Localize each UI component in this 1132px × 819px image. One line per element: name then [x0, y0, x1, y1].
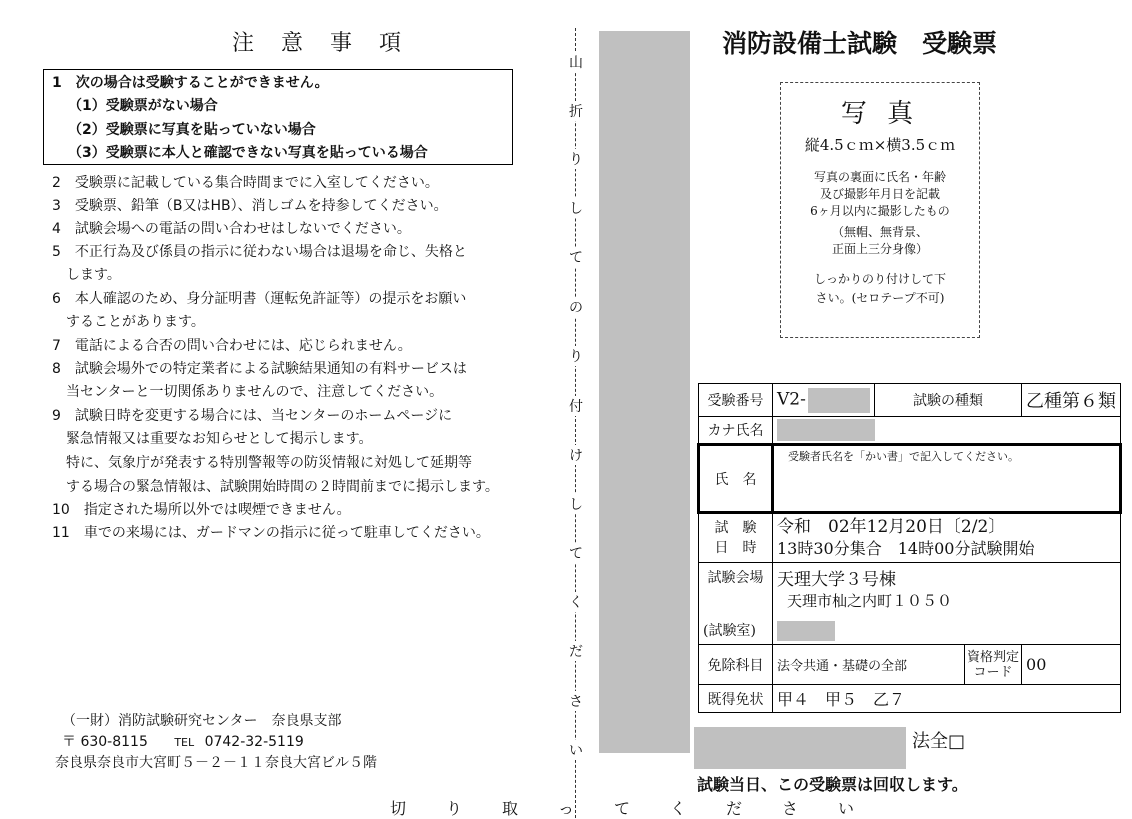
name-field[interactable] [773, 445, 1121, 513]
photo-back-line: 6ヶ月以内に撮影したもの [810, 204, 950, 218]
note-item-1: 1 次の場合は受験することができません。 [52, 75, 329, 91]
photo-back-line: 及び撮影年月日を記載 [819, 187, 940, 201]
redacted-room [777, 621, 835, 641]
photo-paste-line: さい。(セロテープ不可) [815, 291, 945, 305]
ticket-title: 消防設備士試験 受験票 [722, 29, 998, 58]
qual-code-label [965, 645, 1022, 685]
fold-char: り [566, 149, 586, 169]
qual-code: 00 [1022, 645, 1121, 685]
redacted-strip [599, 31, 690, 753]
note-item-10: 10 指定された場所以外では喫煙できません。 [52, 502, 351, 518]
exam-date: 令和 02年12月20日〔2/2〕 [777, 517, 1006, 537]
redacted-bottom [694, 727, 906, 769]
note-item-5: 5 不正行為及び係員の指示に従わない場合は退場を命じ、失格と [52, 244, 467, 260]
venue-label-cell [699, 563, 773, 645]
exam-number-prefix: V2- [777, 389, 806, 409]
licenses: 甲４ 甲５ 乙７ [773, 685, 1121, 713]
venue-address: 天理市杣之内町１０５０ [787, 592, 953, 610]
note-item-11: 11 車での来場には、ガードマンの指示に従って駐車してください。 [52, 525, 490, 541]
fold-char: て [566, 543, 586, 563]
center-tel: 0742-32-5119 [204, 734, 304, 750]
exam-type: 乙種第６類 [1022, 384, 1121, 417]
photo-paste-line: しっかりのり付けして下 [813, 272, 946, 286]
photo-title: 写 真 [840, 99, 920, 129]
photo-back-line: 写真の裏面に氏名・年齢 [813, 170, 946, 184]
center-postal: 〒 630-8115 [62, 734, 148, 750]
center-contact [62, 731, 304, 754]
center-address: 奈良県奈良市大宮町５－２－１１奈良大宮ビル５階 [55, 755, 377, 771]
venue [773, 563, 1121, 645]
datetime [773, 513, 1121, 563]
note-item-9-cont3: する場合の緊急情報は、試験開始時間の２時間前までに掲示します。 [66, 479, 499, 495]
note-item-1-1: （1）受験票がない場合 [68, 98, 218, 114]
fold-char: し [566, 198, 586, 218]
fold-char: 折 [566, 101, 586, 121]
law-note: 法全□ [912, 731, 966, 752]
photo-box [780, 82, 980, 338]
fold-char: け [566, 445, 586, 465]
fold-char: の [566, 297, 586, 317]
licenses-label: 既得免状 [699, 685, 773, 713]
note-item-3: 3 受験票、鉛筆（B又はHB）、消しゴムを持参してください。 [52, 198, 448, 214]
fold-char: り [566, 346, 586, 366]
photo-style-line: （無帽、無背景、 [831, 225, 928, 239]
datetime-label-2: 日 時 [714, 540, 757, 556]
fold-char: さ [566, 691, 586, 711]
exam-number-label: 受験番号 [699, 384, 773, 417]
note-item-1-3: （3）受験票に本人と確認できない写真を貼っている場合 [68, 145, 428, 161]
redacted-exam-number [808, 388, 870, 413]
notes-title: 注 意 事 項 [232, 31, 411, 56]
note-item-6: 6 本人確認のため、身分証明書（運転免許証等）の提示をお願い [52, 291, 467, 307]
fold-char: だ [566, 641, 586, 661]
name-hint: 受験者氏名を「かい書」で記入してください。 [788, 450, 1019, 463]
note-item-9: 9 試験日時を変更する場合には、当センターのホームページに [52, 408, 453, 424]
exemption-label: 免除科目 [699, 645, 773, 685]
kana-name-label: カナ氏名 [699, 417, 773, 445]
photo-size: 縦4.5ｃｍ×横3.5ｃｍ [804, 136, 956, 154]
note-item-4: 4 試験会場への電話の問い合わせはしないでください。 [52, 221, 411, 237]
note-item-9-cont: 緊急情報又は重要なお知らせとして掲示します。 [66, 431, 373, 447]
datetime-label-1: 試 験 [714, 520, 757, 536]
note-item-7: 7 電話による合否の問い合わせには、応じられません。 [52, 338, 412, 354]
venue-label: 試験会場 [707, 570, 764, 586]
note-item-5-cont: します。 [66, 267, 121, 283]
qual-code-label-2: コード [973, 664, 1013, 680]
fold-char: て [566, 247, 586, 267]
name-label: 氏 名 [699, 445, 773, 513]
exam-type-label: 試験の種類 [875, 384, 1022, 417]
ticket-footer-note: 試験当日、この受験票は回収します。 [697, 775, 968, 794]
exam-number [773, 384, 875, 417]
fold-char: く [566, 592, 586, 612]
room-label: (試験室) [703, 623, 756, 639]
venue-name: 天理大学３号棟 [777, 570, 896, 590]
fold-char: 山 [566, 52, 586, 72]
redacted-kana-name [777, 419, 875, 441]
datetime-label [699, 513, 773, 563]
kana-name [773, 417, 1121, 445]
ticket-table [697, 383, 1122, 713]
note-item-8: 8 試験会場外での特定業者による試験結果通知の有料サービスは [52, 361, 467, 377]
photo-style-line: 正面上三分身像） [831, 242, 928, 256]
fold-char: 付 [566, 396, 586, 416]
center-name: （一財）消防試験研究センター 奈良県支部 [62, 713, 342, 729]
note-item-6-cont: することがあります。 [66, 314, 205, 330]
note-item-2: 2 受験票に記載している集合時間までに入室してください。 [52, 175, 439, 191]
qual-code-label-1: 資格判定 [967, 649, 1020, 665]
exemption: 法令共通・基礎の全部 [773, 645, 965, 685]
note-item-8-cont: 当センターと一切関係ありませんので、注意してください。 [66, 384, 444, 400]
note-item-1-2: （2）受験票に写真を貼っていない場合 [68, 122, 316, 138]
fold-char: し [566, 494, 586, 514]
fold-char: い [566, 740, 586, 760]
center-tel-label: TEL [174, 736, 195, 749]
cut-instruction: 切り取ってください [390, 799, 895, 818]
exam-time: 13時30分集合 14時00分試験開始 [777, 539, 1035, 558]
note-item-9-cont2: 特に、気象庁が発表する特別警報等の防災情報に対処して延期等 [66, 455, 472, 471]
